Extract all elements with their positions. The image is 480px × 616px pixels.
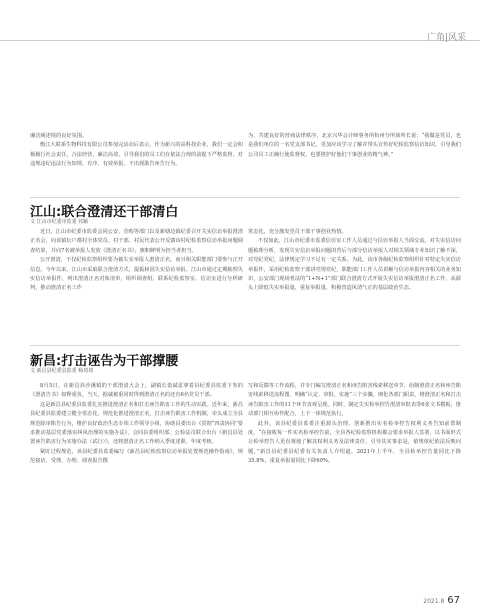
intro-left-para-2: 衡江大联系生物科技有限公司参加完活动后表示，作为新兴的高科技企业，我们一定会积极履行社会责任，合法经营，廉洁高效，引导我们的员工们在依法合规的前提下严格监督，对违规违纪违法行为知规、有序、有效举报，不出现滥告诬告行为。	[30, 142, 243, 168]
page-number: 67	[447, 595, 460, 606]
section2-right-column	[248, 382, 461, 467]
intro-left-para-1: 廉洁阐述境的良好氛围。	[30, 133, 88, 139]
issue-date: 2021.8	[423, 598, 445, 605]
section2-right-para-1: 写和反馈等工作流程，并专门编写澄清正名和诬告陷害线索移送章节，给制澄清正名和诬告陷害线索移送流程图，明确“认定、审批、实施”三个步骤，细化各部门职责，将澄清正名和打击诬告陷害工作的11个环节直观呈现。同时，制定失实检举控告澄清审批表等6张文书模板，推动部门相互协作配合，上下一体规范执行。	[248, 383, 461, 418]
header-rule	[0, 40, 480, 41]
section-tag: 广角|风采	[426, 33, 466, 43]
section1-left-para-1: 近日，江山市纪委市监委会同公安、竞购等部门以及新塘边镇纪委召开关实信访举报澄清正名会，向该镇坛户都村全体党员、村干部、村民代表公开反馈该村纪检监察信访举报问题调查结果，并向7名被举报人发放《澄清正名书》，旗帜鲜明为担当者担当。	[30, 229, 243, 254]
section1-right-para-2: 不仅如此，江山市纪委市监委信访室工作人员通过与信访举报人当面交流，对失实信访问题梳理分析，发现失实信访举报问题的背后与部分信访举报人对相关领域专业知识了解不深，对党纪党纪、法律规定学习不足有一定关系。为此，该市各级纪检监察组织针对特定失实信访举报件，采用纪检监察干部讲党规党纪，职能部门工作人员讲解与信访举报内容相关的业务知识，公安部门现场普法的“1+N+1”部门联合澄清方式开展失实信访举报澄清正名工作，从源头上降低失实举报量，重复举报量，积极营造风清气正的基层政治生态。	[248, 238, 461, 292]
page-footer	[423, 595, 460, 606]
section2-divider	[30, 345, 460, 346]
section1-right-column	[248, 228, 461, 294]
section2-byline: 文 新昌县纪委县监委 杨琦琦	[30, 368, 94, 374]
section1-left-para-2: 公开澄清，不仅纪检监察组织要为被失实举报人澄清正名，而且相关职能部门要参与正开信息。今年以来，江山市采取联合澄清方式，提振和因失实信访举报。江山市通过定期梳理失实信访举报件，列出澄清正名对象清单，组织调查组，联系纪检监察室、信访室进行分析研判，推动澄清正名工作	[30, 257, 243, 292]
intro-left-column	[30, 132, 243, 170]
section2-left-para-3: 紧盯过程规范，该县纪委县监委编写《新昌县纪检监察信访举报处置规范操作指南》，规范接访、受理、办理、调查报告撰	[30, 448, 243, 465]
section2-right-para-2: 此外，该县纪委县监委注重源头治理，创新推出实名检举控告权利义务告知前置制度，“在接收每一件实名检举控告前，全县各纪检监察机构都会要求举报人签署，以书面形式让检举控告人更直观地了解其权利义务及法律责任，引导其实事求是，依规依纪依法反映问题，”新昌县纪委县纪委有关负责人介绍道。2021年上半年，全县检举控告量同比下降35.8%，重复举报量同比下降69%。	[248, 420, 461, 465]
section1-heading: 江山:联合澄清还干部清白	[30, 205, 179, 220]
intro-right-column	[248, 132, 461, 160]
section2-left-para-1: 8月5日，在新昌县沙溪镇的干部澄清大会上，副镇长裘斌雷拿着县纪委县监委下发的《澄清告书》如释重负。当天，据诚被重同时得到澄清正名的还有6名党员干部。	[30, 383, 243, 399]
section1-right-para-1: 常态化，充分激发党员干部干事创业热情。	[248, 229, 347, 235]
section1-divider	[30, 197, 460, 198]
section1-byline: 文 江山市纪委市监委 祁颖	[30, 219, 89, 225]
section2-left-para-2: 这是新昌县纪委县监委扎实推进澄清正名和打击诬告陷害工作的生动实践。近年来，新昌县纪委县监委建立健全常态化、规范化推进澄清正名，打击诬告陷害工作机制，牵头成立全县规范除审陷告行为，维护良好政治生态专项工作领导小组，协助县委出台《贯彻“四责协同”要求推动基层党委落实纠风治理的实施办法》，会同县委组织部、公检法司联合出台《新昌县处置诬告陷害行为实施办法（试行）》，还将澄清正名工作纳入季度述职、年度考核。	[30, 401, 243, 446]
section2-left-column	[30, 382, 243, 467]
section2-heading: 新昌:打击诬告为干部撑腰	[30, 354, 179, 369]
intro-right-para-1: 为，共建良好的营商法律秩序。北京兴华会计师事务所杭州分所简所长说：“我做是党员，也是我们单位的一名党支部书记，更加应该学习了解并带头宣传好纪检监察信访知识，引导我们公司员工正确行使监督权，也要推护好他们干事创业的精气神。”	[248, 133, 461, 158]
section1-left-column	[30, 228, 243, 294]
